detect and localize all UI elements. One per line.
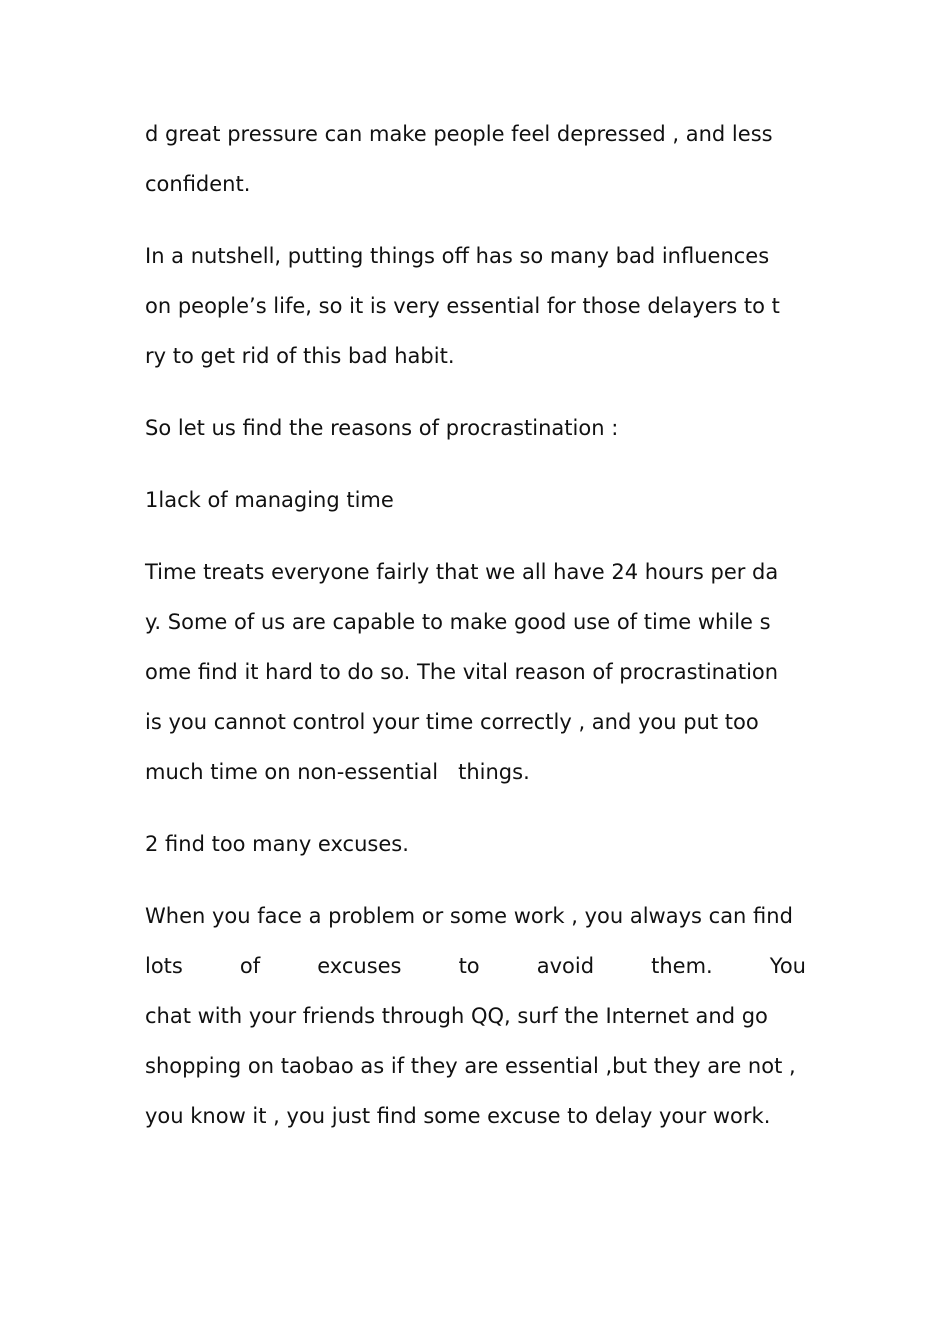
word: avoid: [536, 954, 595, 978]
text-line: shopping on taobao as if they are essential ,but they are not ,: [145, 1054, 796, 1078]
word: them.: [651, 954, 713, 978]
text-line: So let us find the reasons of procrastination :: [145, 416, 619, 440]
text-line: on people’s life, so it is very essential for those delayers to t: [145, 294, 780, 318]
section-heading: 2 find too many excuses.: [145, 832, 409, 856]
text-line: Time treats everyone fairly that we all have 24 hours per da: [145, 560, 779, 584]
section-heading: 1lack of managing time: [145, 488, 394, 512]
word: excuses: [317, 954, 402, 978]
word: to: [458, 954, 480, 978]
text-line: much time on non-essential things.: [145, 760, 530, 784]
text-line: ry to get rid of this bad habit.: [145, 344, 455, 368]
text-line: you know it , you just find some excuse to delay your work.: [145, 1104, 771, 1128]
text-line: confident.: [145, 172, 251, 196]
word: You: [769, 954, 806, 978]
text-line: chat with your friends through QQ, surf the Internet and go: [145, 1004, 768, 1028]
text-line: is you cannot control your time correctly , and you put too: [145, 710, 759, 734]
justified-text-line: [145, 952, 806, 980]
text-line: y. Some of us are capable to make good use of time while s: [145, 610, 771, 634]
word: of: [239, 954, 261, 978]
text-line: When you face a problem or some work , you always can find: [145, 904, 793, 928]
text-line: d great pressure can make people feel depressed , and less: [145, 122, 773, 146]
text-line: ome find it hard to do so. The vital reason of procrastination: [145, 660, 779, 684]
word: lots: [145, 954, 183, 978]
text-line: In a nutshell, putting things off has so many bad influences: [145, 244, 770, 268]
